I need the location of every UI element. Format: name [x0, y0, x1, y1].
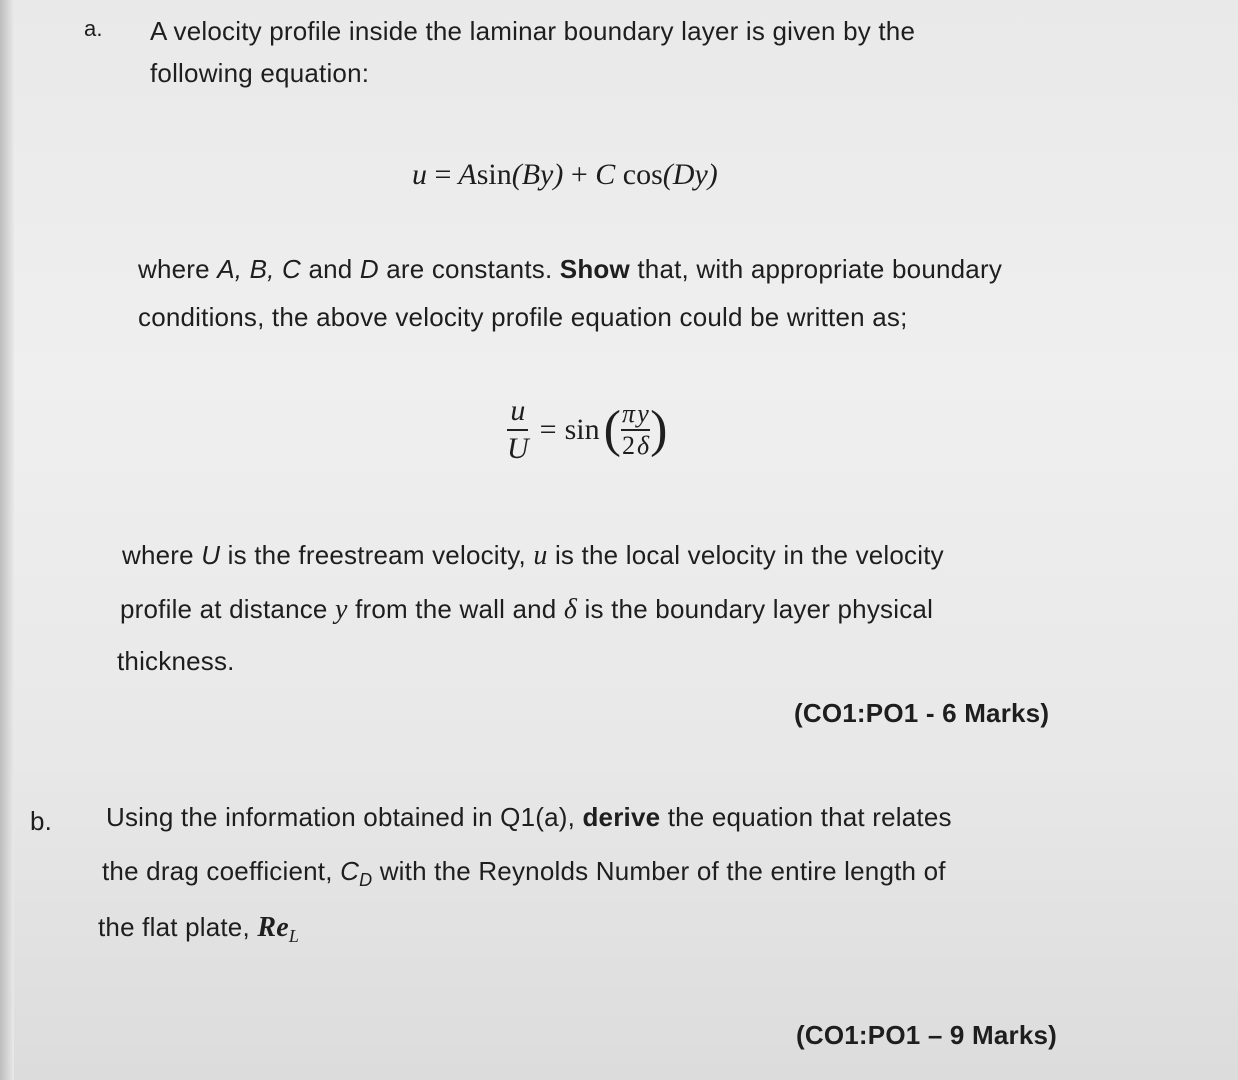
part-a-desc1 — [122, 540, 944, 572]
eq1-u: u — [412, 158, 427, 191]
eq1-equals: = — [434, 158, 452, 191]
eq2-left-paren: ( — [603, 401, 621, 458]
show-post: that, with appropriate boundary — [629, 254, 1003, 284]
part-b-label: b. — [30, 806, 53, 836]
desc2-delta: δ — [563, 594, 578, 625]
where-D: D — [359, 254, 379, 284]
eq2-right-paren: ) — [650, 401, 668, 458]
desc2-pre: profile at distance — [120, 594, 336, 624]
part-a-line2: following equation: — [150, 58, 370, 88]
re-subscript: L — [288, 926, 300, 947]
part-b-line2 — [102, 856, 946, 891]
eq2-denominator: U — [507, 432, 529, 465]
where-vars: A, B, C — [217, 254, 302, 284]
desc2-y: y — [335, 594, 348, 625]
cd-symbol-D: D — [359, 870, 373, 891]
part-a-label: a. — [84, 16, 103, 41]
b-line3-pre: the flat plate, — [98, 912, 258, 942]
where-post: are constants. — [378, 254, 560, 284]
eq2-fraction-pi-over-2 — [621, 401, 636, 459]
where-and: and — [301, 254, 360, 284]
desc1-pre: where — [122, 540, 202, 570]
eq2-sin: sin — [564, 413, 600, 446]
part-a-line4: conditions, the above velocity profile equation could be written as; — [138, 302, 908, 332]
part-a-desc3: thickness. — [117, 646, 235, 676]
part-b-line3 — [98, 912, 299, 947]
b-line2-post: with the Reynolds Number of the entire length of — [372, 856, 946, 886]
eq1-cos: cos — [622, 158, 663, 191]
eq1-A: A — [458, 158, 477, 191]
eq2-y: y — [636, 401, 650, 431]
part-a-marks: (CO1:PO1 - 6 Marks) — [794, 698, 1050, 728]
part-b-marks: (CO1:PO1 – 9 Marks) — [796, 1020, 1058, 1050]
equation-sin-profile — [504, 396, 667, 464]
cd-symbol-C: C — [340, 856, 360, 886]
b-line1-pre: Using the information obtained in Q1(a), — [106, 802, 583, 832]
part-b-line1 — [106, 802, 952, 833]
page-edge-shadow — [0, 0, 14, 1080]
desc1-u: u — [533, 540, 548, 571]
eq1-By: (By) — [511, 158, 564, 191]
re-symbol: Re — [257, 912, 289, 943]
desc1-U: U — [201, 540, 221, 570]
eq2-fraction-u-over-U — [504, 396, 532, 464]
part-a-desc2 — [120, 594, 933, 626]
derive-keyword: derive — [582, 802, 661, 832]
b-line1-post: the equation that relates — [660, 802, 952, 832]
desc1-mid: is the freestream velocity, — [220, 540, 534, 570]
where-pre: where — [138, 254, 218, 284]
eq2-pi: π — [621, 401, 636, 431]
eq1-sin: sin — [476, 158, 512, 191]
eq2-delta: δ — [636, 431, 650, 460]
eq1-C: C — [595, 158, 616, 191]
part-a-where-line — [138, 254, 1002, 285]
eq2-equals: = — [539, 413, 557, 446]
eq2-fraction-y-over-delta — [636, 401, 650, 459]
b-line2-pre: the drag coefficient, — [102, 856, 341, 886]
eq2-numerator: u — [507, 396, 528, 431]
part-a-line1: A velocity profile inside the laminar boundary layer is given by the — [150, 16, 916, 46]
desc1-post: is the local velocity in the velocity — [547, 540, 944, 570]
eq1-Dy: (Dy) — [662, 158, 718, 191]
eq1-plus: + — [570, 158, 588, 191]
desc2-mid: from the wall and — [347, 594, 564, 624]
equation-velocity-profile — [412, 158, 718, 192]
show-keyword: Show — [559, 254, 630, 284]
eq2-two: 2 — [621, 431, 635, 460]
desc2-post: is the boundary layer physical — [577, 594, 934, 624]
